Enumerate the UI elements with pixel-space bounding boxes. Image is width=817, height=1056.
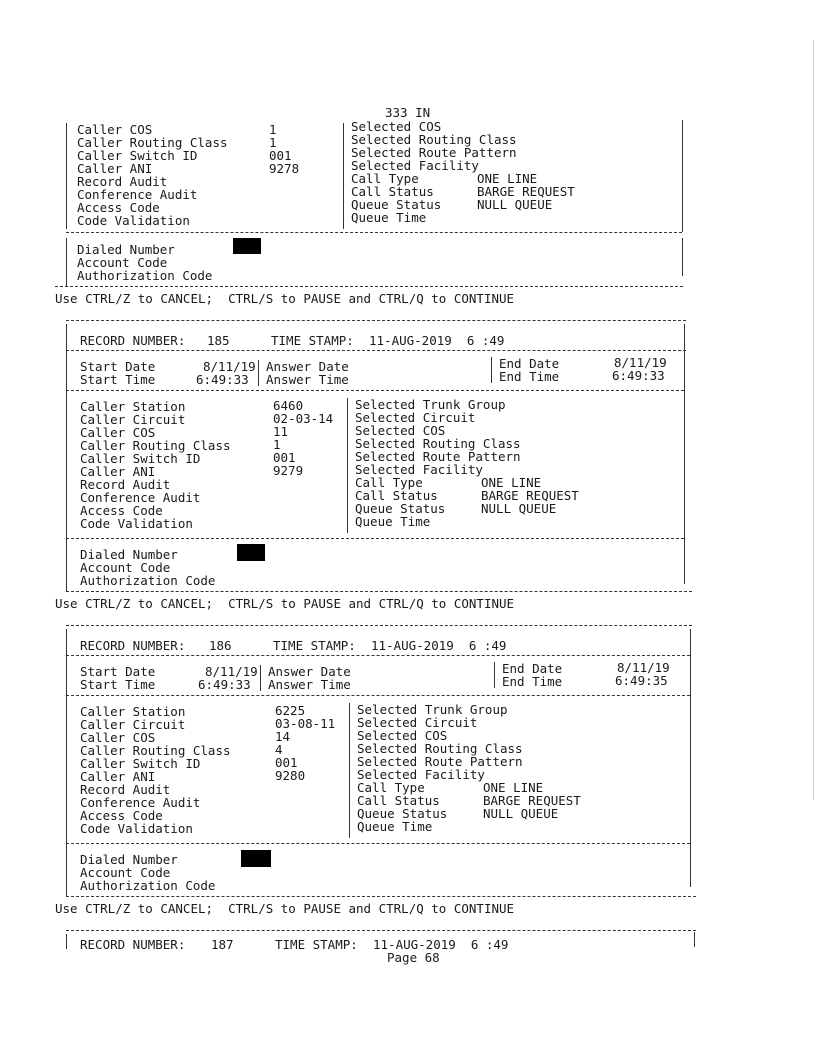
dialed-labels [80,548,215,587]
field-value: BARGE REQUEST [481,488,579,503]
timestamp: 11-AUG-2019 6 :49 [371,638,507,653]
record-number-label: RECORD NUMBER: [80,638,186,653]
field-label: Call Status [351,184,434,199]
answer-time-label: Answer Time [268,677,351,692]
field-label: Record Audit [80,477,171,492]
field-label: Selected Facility [351,158,479,173]
field-label: Selected Circuit [355,410,476,425]
field-label: Selected Trunk Group [355,397,506,412]
field-value: 1 [273,437,281,452]
start-time-label: Start Time [80,677,156,692]
field-label: Queue Time [357,819,433,834]
field-label: Queue Time [355,514,431,529]
tail-bottom-labels [77,243,212,282]
field-label: Selected Routing Class [351,132,517,147]
record-number: 187 [211,937,234,952]
field-label: Queue Status [355,501,446,516]
record-number: 185 [207,333,230,348]
field-value: ONE LINE [477,171,538,186]
field-value: 9280 [275,768,306,783]
timestamp: 11-AUG-2019 6 :49 [373,937,509,952]
field-label: Selected COS [351,119,442,134]
field-value: 1 [269,122,277,137]
field-value: ONE LINE [483,780,544,795]
field-label: Caller Switch ID [80,756,201,771]
end-time-label: End Time [502,674,563,689]
field-label: Caller ANI [77,161,153,176]
field-value: 14 [275,729,291,744]
field-label: Authorization Code [80,573,216,588]
field-label: Authorization Code [77,268,213,283]
field-label: Call Status [357,793,440,808]
field-label: Selected Trunk Group [357,702,508,717]
field-value: NULL QUEUE [481,501,557,516]
end-date-label: End Date [499,356,560,371]
timestamp: 11-AUG-2019 6 :49 [369,333,505,348]
field-label: Caller ANI [80,769,156,784]
field-label: Access Code [80,503,163,518]
field-label: Dialed Number [77,242,175,257]
field-value: 9279 [273,463,304,478]
end-time: 6:49:33 [612,368,665,383]
field-label: Caller Station [80,704,186,719]
end-time: 6:49:35 [615,673,668,688]
field-label: Conference Audit [77,187,198,202]
field-label: Queue Status [357,806,448,821]
field-label: Authorization Code [80,878,216,893]
field-label: Selected Route Pattern [355,449,521,464]
field-label: Queue Time [351,210,427,225]
answer-date-label: Answer Date [266,359,349,374]
tail-right-values [477,172,575,211]
field-value: BARGE REQUEST [477,184,575,199]
field-label: Conference Audit [80,490,201,505]
selected-values [481,476,579,515]
field-label: Code Validation [77,213,190,228]
field-label: Caller Routing Class [77,135,228,150]
caller-labels [80,705,231,835]
field-value: 1 [269,135,277,150]
field-label: Caller COS [77,122,153,137]
scan-edge-line [813,40,814,800]
field-label: Selected Circuit [357,715,478,730]
record-number-label: RECORD NUMBER: [80,937,186,952]
ctrl-message: Use CTRL/Z to CANCEL; CTRL/S to PAUSE and CTRL/Q to CONTINUE [55,291,515,306]
field-label: Call Status [355,488,438,503]
end-time-label: End Time [499,369,560,384]
field-value: NULL QUEUE [483,806,559,821]
start-time: 6:49:33 [196,372,249,387]
field-label: Selected Facility [357,767,485,782]
ctrl-message: Use CTRL/Z to CANCEL; CTRL/S to PAUSE and CTRL/Q to CONTINUE [55,901,515,916]
field-value: ONE LINE [481,475,542,490]
field-label: Dialed Number [80,547,178,562]
field-label: Caller Routing Class [80,438,231,453]
field-label: Selected Facility [355,462,483,477]
field-label: Access Code [80,808,163,823]
field-label: Caller COS [80,730,156,745]
ctrl-message: Use CTRL/Z to CANCEL; CTRL/S to PAUSE and CTRL/Q to CONTINUE [55,596,515,611]
field-label: Call Type [357,780,425,795]
end-date: 8/11/19 [614,355,667,370]
field-label: Selected COS [355,423,446,438]
field-label: Record Audit [80,782,171,797]
field-label: Code Validation [80,821,193,836]
field-label: Selected Routing Class [355,436,521,451]
field-label: Caller ANI [80,464,156,479]
field-label: Queue Status [351,197,442,212]
caller-values [275,704,335,782]
end-date: 8/11/19 [617,660,670,675]
start-time: 6:49:33 [198,677,251,692]
redaction-block [241,850,271,867]
end-date-label: End Date [502,661,563,676]
field-label: Caller Circuit [80,717,186,732]
tail-left-values [269,123,299,175]
answer-date-label: Answer Date [268,664,351,679]
field-label: Caller Switch ID [80,451,201,466]
field-value: 03-08-11 [275,716,336,731]
field-label: Caller Routing Class [80,743,231,758]
field-label: Access Code [77,200,160,215]
caller-labels [80,400,231,530]
field-label: Selected COS [357,728,448,743]
field-value: 4 [275,742,283,757]
field-value: 02-03-14 [273,411,334,426]
field-value: 001 [269,148,292,163]
field-label: Call Type [351,171,419,186]
tail-left-labels [77,123,228,227]
field-label: Selected Route Pattern [351,145,517,160]
redaction-block [237,544,265,561]
field-label: Call Type [355,475,423,490]
field-value: NULL QUEUE [477,197,553,212]
field-label: Caller Station [80,399,186,414]
selected-values [483,781,581,820]
start-time-label: Start Time [80,372,156,387]
caller-values [273,399,333,477]
record-number: 186 [209,638,232,653]
field-label: Account Code [77,255,168,270]
answer-time-label: Answer Time [266,372,349,387]
field-value: 6460 [273,398,304,413]
start-date: 8/11/19 [203,359,256,374]
field-label: Code Validation [80,516,193,531]
timestamp-label: TIME STAMP: [273,638,356,653]
field-label: Caller Circuit [80,412,186,427]
field-label: Account Code [80,865,171,880]
record-number-label: RECORD NUMBER: [80,333,186,348]
field-label: Selected Route Pattern [357,754,523,769]
start-date-label: Start Date [80,664,156,679]
field-value: 001 [275,755,298,770]
redaction-block [233,238,261,254]
timestamp-label: TIME STAMP: [275,937,358,952]
field-value: 9278 [269,161,300,176]
start-date: 8/11/19 [205,664,258,679]
field-label: Account Code [80,560,171,575]
timestamp-label: TIME STAMP: [271,333,354,348]
field-value: 001 [273,450,296,465]
field-label: Record Audit [77,174,168,189]
field-label: Dialed Number [80,852,178,867]
field-value: BARGE REQUEST [483,793,581,808]
dialed-labels [80,853,215,892]
page-number: Page 68 [387,950,440,965]
field-label: Conference Audit [80,795,201,810]
field-value: 11 [273,424,289,439]
field-label: Caller Switch ID [77,148,198,163]
start-date-label: Start Date [80,359,156,374]
field-label: Selected Routing Class [357,741,523,756]
field-label: Caller COS [80,425,156,440]
trunk-route-value: 333 IN [385,105,431,120]
field-value: 6225 [275,703,306,718]
